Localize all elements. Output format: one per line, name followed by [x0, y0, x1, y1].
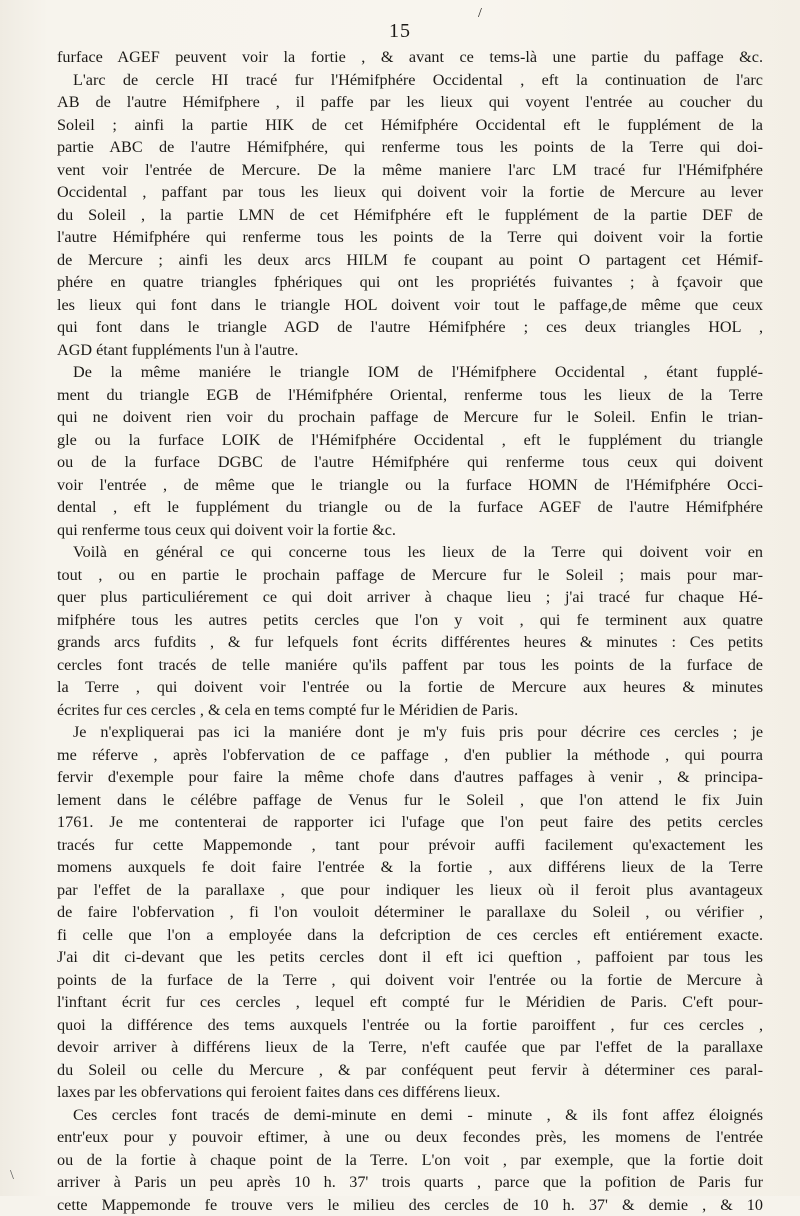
text-line: Soleil ; ainfi la partie HIK de cet Hémifphére Occidental eft le fupplément de la	[57, 114, 763, 137]
text-line: arriver à Paris un peu après 10 h. 37' trois quarts , parce que la pofition de Paris fur	[57, 1171, 763, 1194]
text-line: quer plus particuliérement ce qui doit arriver à chaque lieu ; j'ai tracé fur chaque Hé-	[57, 586, 763, 609]
text-line: par l'effet de la parallaxe , que pour indiquer les lieux où il feroit plus avantageux	[57, 879, 763, 902]
text-line: quoi la différence des tems auxquels l'entrée ou la fortie paroiffent , fur ces cercles ,	[57, 1014, 763, 1037]
text-line: tracés fur cette Mappemonde , tant pour prévoir auffi facilement qu'exactement les	[57, 834, 763, 857]
text-line: qui ne doivent rien voir du prochain paffage de Mercure fur le Soleil. Enfin le trian-	[57, 406, 763, 429]
text-line: devoir arriver à différens lieux de la Terre, n'eft caufée que par l'effet de la parallaxe	[57, 1036, 763, 1059]
text-line: la Terre , qui doivent voir l'entrée ou la fortie de Mercure aux heures & minutes	[57, 676, 763, 699]
body-text	[57, 46, 763, 1216]
text-line: Occidental , paffant par tous les lieux qui doivent voir la fortie de Mercure au lever	[57, 181, 763, 204]
text-line: furface AGEF peuvent voir la fortie , & avant ce tems-là une partie du paffage &c.	[57, 46, 763, 69]
text-line: tout , ou en partie le prochain paffage de Mercure fur le Soleil ; mais pour mar-	[57, 564, 763, 587]
text-line: AB de l'autre Hémifphere , il paffe par les lieux qui voyent l'entrée au coucher du	[57, 91, 763, 114]
text-line: gle ou la furface LOIK de l'Hémifphére Occidental , eft le fupplément du triangle	[57, 429, 763, 452]
text-line: momens auxquels fe doit faire l'entrée & la fortie , aux différens lieux de la Terre	[57, 856, 763, 879]
text-line: fi celle que l'on a employée dans la defcription de ces cercles eft entiérement exacte.	[57, 924, 763, 947]
text-line: cette Mappemonde fe trouve vers le milieu des cercles de 10 h. 37' & demie , & 10	[57, 1194, 763, 1216]
text-line: grands arcs fufdits , & fur lefquels font écrits différentes heures & minutes : Ces petits	[57, 631, 763, 654]
text-line: les lieux qui font dans le triangle HOL doivent voir tout le paffage,de même que ceux	[57, 294, 763, 317]
text-line: du Soleil , la partie LMN de cet Hémifphére eft le fupplément de la partie DEF de	[57, 204, 763, 227]
text-line: qui font dans le triangle AGD de l'autre Hémifphére ; ces deux triangles HOL ,	[57, 316, 763, 339]
page-number: 15	[0, 20, 800, 43]
text-line: l'autre Hémifphére qui renferme tous les points de la Terre qui doivent voir la fortie	[57, 226, 763, 249]
corner-mark: /	[478, 6, 482, 22]
text-line: ou de la furface DGBC de l'autre Hémifphére qui renferme tous ceux qui doivent	[57, 451, 763, 474]
stray-mark: \	[10, 1168, 14, 1184]
text-line: me réferve , après l'obfervation de ce paffage , d'en publier la méthode , qui pourra	[57, 744, 763, 767]
text-line: ment du triangle EGB de l'Hémifphére Oriental, renferme tous les lieux de la Terre	[57, 384, 763, 407]
text-line: l'inftant écrit fur ces cercles , lequel eft compté fur le Méridien de Paris. C'eft pour-	[57, 991, 763, 1014]
text-line: J'ai dit ci-devant que les petits cercles dont il eft ici queftion , paffoient par tous les	[57, 946, 763, 969]
text-line: vent voir l'entrée de Mercure. De la même maniere l'arc LM tracé fur l'Hémifphére	[57, 159, 763, 182]
text-line: phére en quatre triangles fphériques qui ont les propriétés fuivantes ; à fçavoir que	[57, 271, 763, 294]
text-line: 1761. Je me contenterai de rapporter ici l'ufage que l'on peut faire des petits cercles	[57, 811, 763, 834]
text-line: lement dans le célébre paffage de Venus fur le Soleil , que l'on attend le fix Juin	[57, 789, 763, 812]
text-line: Je n'expliquerai pas ici la maniére dont je m'y fuis pris pour décrire ces cercles ; je	[57, 721, 763, 744]
text-line: ou de la fortie à chaque point de la Terre. L'on voit , par exemple, que la fortie doit	[57, 1149, 763, 1172]
text-line: qui renferme tous ceux qui doivent voir la fortie &c.	[57, 519, 763, 542]
text-line: écrites fur ces cercles , & cela en tems compté fur le Méridien de Paris.	[57, 699, 763, 722]
text-line: L'arc de cercle HI tracé fur l'Hémifphére Occidental , eft la continuation de l'arc	[57, 69, 763, 92]
text-line: dental , eft le fupplément du triangle ou de la furface AGEF de l'autre Hémifphére	[57, 496, 763, 519]
text-line: points de la furface de la Terre , qui doivent voir l'entrée ou la fortie de Mercure à	[57, 969, 763, 992]
text-line: du Soleil ou celle du Mercure , & par conféquent peut fervir à déterminer ces paral-	[57, 1059, 763, 1082]
text-line: De la même maniére le triangle IOM de l'Hémifphere Occidental , étant fupplé-	[57, 361, 763, 384]
text-line: entr'eux pour y pouvoir eftimer, à une ou deux fecondes près, les momens de l'entrée	[57, 1126, 763, 1149]
text-line: AGD étant fuppléments l'un à l'autre.	[57, 339, 763, 362]
text-line: Voilà en général ce qui concerne tous les lieux de la Terre qui doivent voir en	[57, 541, 763, 564]
text-line: partie ABC de l'autre Hémifphére, qui renferme tous les points de la Terre qui doi-	[57, 136, 763, 159]
text-line: de Mercure ; ainfi les deux arcs HILM fe coupant au point O partagent cet Hémif-	[57, 249, 763, 272]
text-line: laxes par les obfervations qui feroient faites dans ces différens lieux.	[57, 1081, 763, 1104]
text-line: fervir d'exemple pour faire la même chofe dans d'autres paffages à venir , & principa-	[57, 766, 763, 789]
text-line: Ces cercles font tracés de demi-minute en demi - minute , & ils font affez éloignés	[57, 1104, 763, 1127]
text-line: voir l'entrée , de même que le triangle ou la furface HOMN de l'Hémifphére Occi-	[57, 474, 763, 497]
text-line: de faire l'obfervation , fi l'on vouloit déterminer le parallaxe du Soleil , ou vérifier ,	[57, 901, 763, 924]
text-line: mifphére tous les autres petits cercles que l'on y voit , qui fe terminent aux quatre	[57, 609, 763, 632]
text-line: cercles font tracés de telle maniére qu'ils paffent par tous les points de la furface de	[57, 654, 763, 677]
